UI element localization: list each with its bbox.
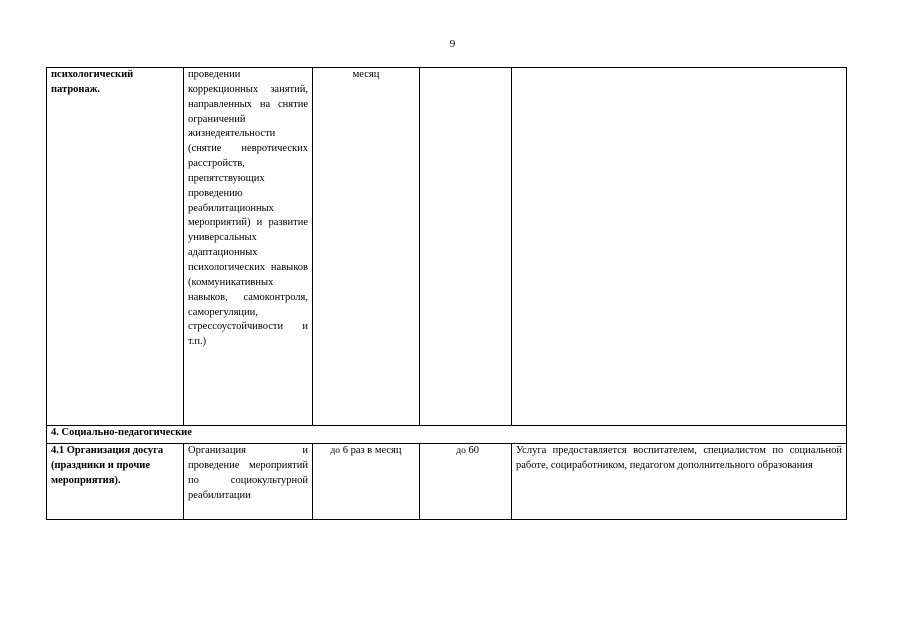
service-description: проведении коррекционных занятий, направленных на снятие ограничений жизнедеятельности (снятие невротических расстройств, препятствующих проведению реабилитационных мероприятий) и развитие универсальных адаптационных психологических навыков (коммуникативных навыков, самоконтроля, саморегуляции, стрессоустойчивости и т.п.) [188,69,308,348]
service-limit: 60 [468,445,479,456]
service-limit-cell [420,68,512,426]
service-limit-cell [420,444,512,520]
page-number: 9 [449,38,456,50]
service-description-cell [184,68,313,426]
service-frequency-cell [313,444,420,520]
service-frequency-prefix: до [330,446,341,456]
service-name-cell [47,444,184,520]
service-name: 4.1 Организация досуга (праздники и прочие мероприятия). [51,445,164,486]
service-frequency: месяц [352,69,380,80]
section-heading-row [47,426,847,444]
table-row [47,68,847,426]
table-row [47,444,847,520]
service-limit-prefix: до [456,446,466,456]
service-name: психологический патронаж. [51,69,134,95]
service-description: Организация и проведение мероприятий по социокультурной реабилитации [188,445,308,501]
service-note-cell [512,444,847,520]
service-note: Услуга предоставляется воспитателем, специалистом по социальной работе, социработником, педагогом дополнительного образования [516,445,842,471]
service-frequency-cell [313,68,420,426]
service-name-cell [47,68,184,426]
section-heading-cell [47,426,847,444]
service-frequency: 6 раз в месяц [342,445,402,456]
service-description-cell [184,444,313,520]
service-note-cell [512,68,847,426]
services-table [46,67,847,520]
section-heading: 4. Социально-педагогические [51,427,192,438]
